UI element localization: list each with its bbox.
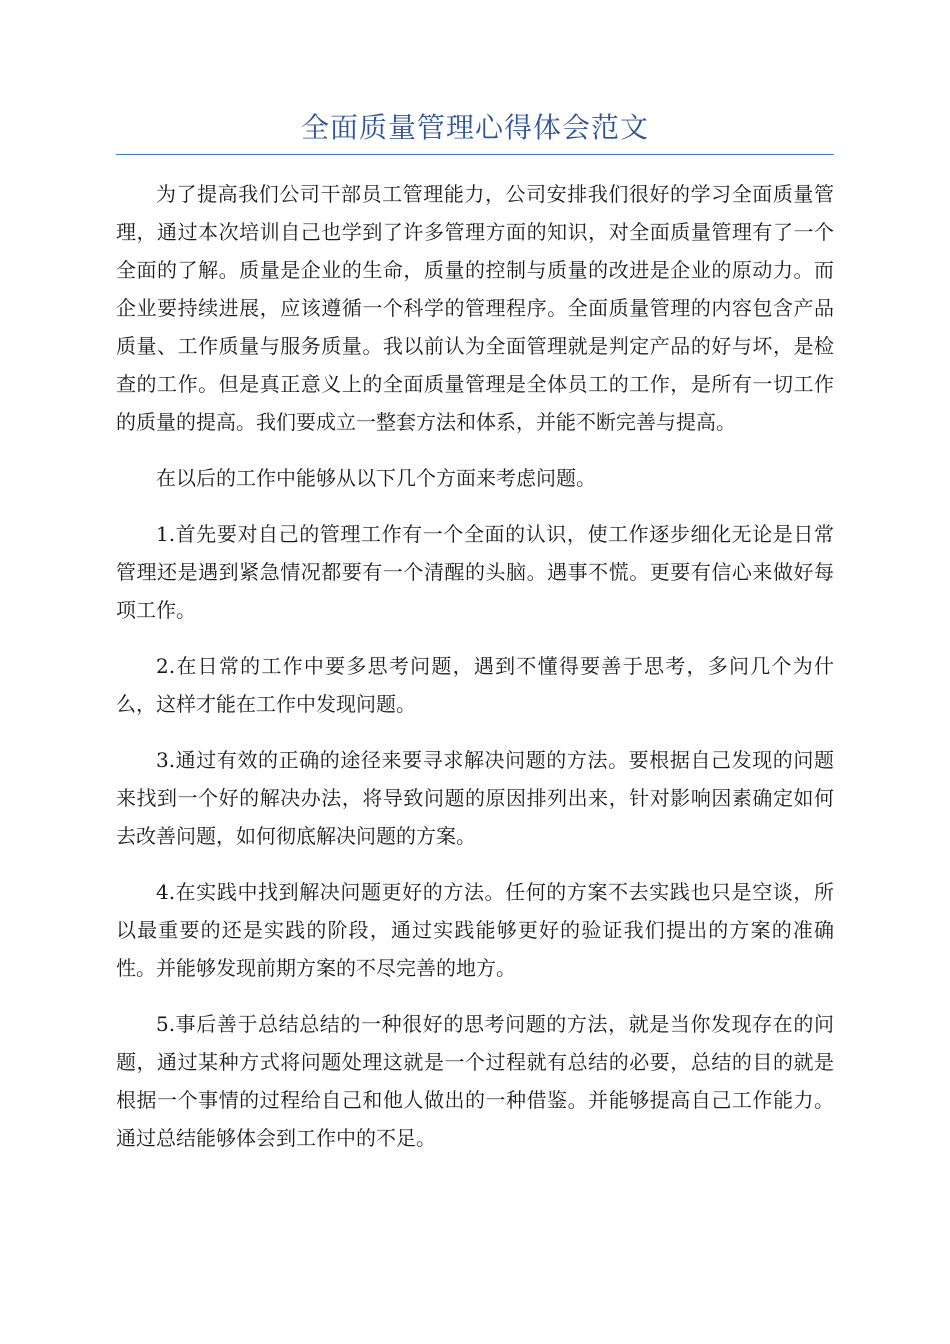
document-title: 全面质量管理心得体会范文 — [300, 111, 649, 144]
document-body — [116, 175, 834, 1175]
paragraph-point-5: 5.事后善于总结总结的一种很好的思考问题的方法，就是当你发现存在的问题，通过某种方式将问题处理这就是一个过程就有总结的必要，总结的目的就是根据一个事情的过程给自己和他人做出的一种借鉴。并能够提高自己工作能力。通过总结能够体会到工作中的不足。 — [116, 1012, 834, 1150]
paragraph-lead-in: 在以后的工作中能够从以下几个方面来考虑问题。 — [156, 466, 596, 490]
paragraph-point-3: 3.通过有效的正确的途径来要寻求解决问题的方法。要根据自己发现的问题来找到一个好的解决办法，将导致问题的原因排列出来，针对影响因素确定如何去改善问题，如何彻底解决问题的方案。 — [116, 748, 834, 848]
title-underline — [116, 154, 834, 155]
paragraph-point-2: 2.在日常的工作中要多思考问题，遇到不懂得要善于思考，多问几个为什么，这样才能在工作中发现问题。 — [116, 654, 834, 716]
paragraph-intro: 为了提高我们公司干部员工管理能力，公司安排我们很好的学习全面质量管理，通过本次培训自己也学到了许多管理方面的知识，对全面质量管理有了一个全面的了解。质量是企业的生命，质量的控制与质量的改进是企业的原动力。而企业要持续进展，应该遵循一个科学的管理程序。全面质量管理的内容包含产品质量、工作质量与服务质量。我以前认为全面管理就是判定产品的好与坏，是检查的工作。但是真正意义上的全面质量管理是全体员工的工作，是所有一切工作的质量的提高。我们要成立一整套方法和体系，并能不断完善与提高。 — [116, 182, 834, 434]
paragraph-point-4: 4.在实践中找到解决问题更好的方法。任何的方案不去实践也只是空谈，所以最重要的还是实践的阶段，通过实践能够更好的验证我们提出的方案的准确性。并能够发现前期方案的不尽完善的地方。 — [116, 880, 834, 980]
paragraph-point-1: 1.首先要对自己的管理工作有一个全面的认识，使工作逐步细化无论是日常管理还是遇到紧急情况都要有一个清醒的头脑。遇事不慌。更要有信心来做好每项工作。 — [116, 522, 834, 622]
